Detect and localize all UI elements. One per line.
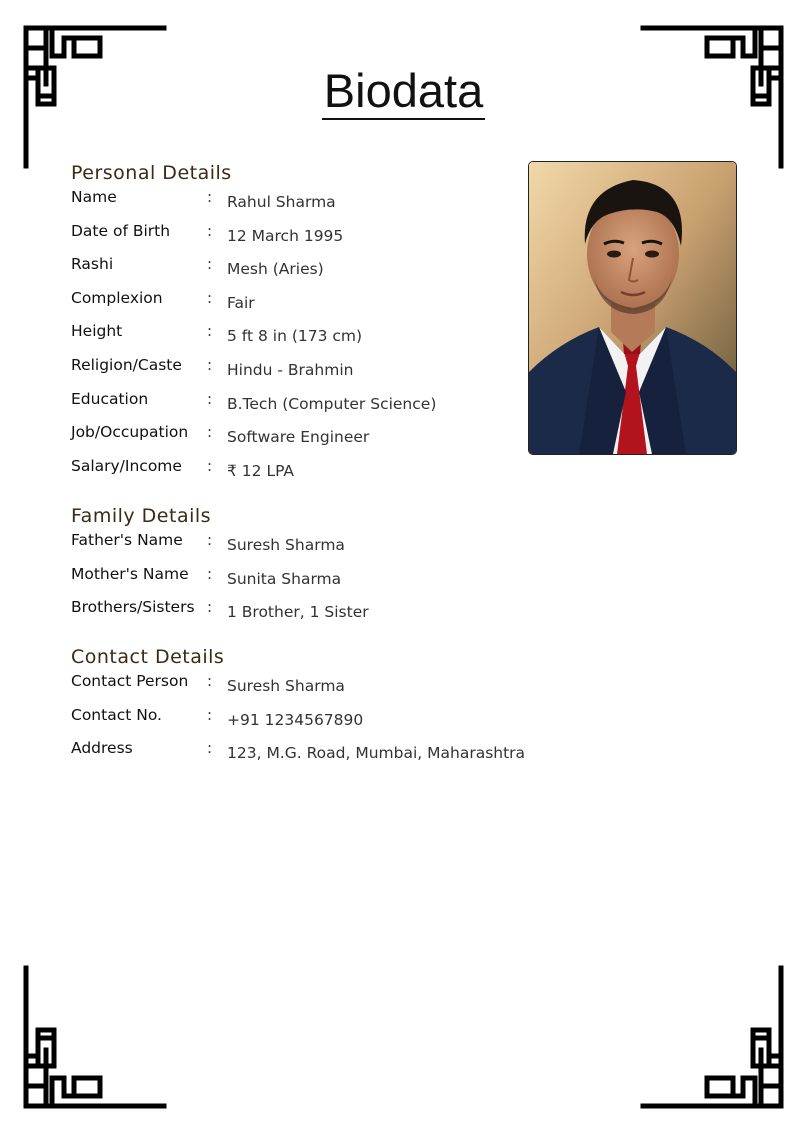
detail-row-religion-caste [71, 356, 531, 390]
detail-value: Mesh (Aries) [227, 260, 324, 279]
detail-label: Religion/Caste [71, 355, 182, 374]
separator: : [207, 255, 213, 274]
separator: : [207, 672, 213, 690]
detail-value: 5 ft 8 in (173 cm) [227, 327, 363, 346]
detail-label: Contact Person [71, 672, 189, 690]
detail-label: Rashi [71, 255, 114, 274]
detail-row-education [71, 390, 531, 424]
separator: : [207, 288, 213, 307]
detail-value: Suresh Sharma [227, 536, 345, 554]
detail-label: Job/Occupation [71, 423, 189, 442]
detail-label: Date of Birth [71, 221, 171, 240]
detail-row-fathers-name [71, 531, 531, 565]
detail-label: Address [71, 739, 133, 758]
detail-label: Complexion [71, 288, 163, 307]
separator: : [207, 531, 213, 549]
corner-ornament-bottom-right [639, 964, 789, 1114]
detail-label: Salary/Income [71, 456, 182, 475]
separator: : [207, 705, 213, 724]
separator: : [207, 355, 213, 374]
family-details-section [71, 503, 531, 632]
corner-ornament-bottom-left [18, 964, 168, 1114]
detail-row-salary-income [71, 457, 531, 491]
detail-label: Education [71, 389, 149, 408]
separator: : [207, 221, 213, 240]
detail-row-contact-no [71, 706, 531, 740]
detail-value: Rahul Sharma [227, 193, 336, 211]
personal-details-section [71, 160, 531, 490]
contact-details-section [71, 644, 531, 773]
detail-value: +91 1234567890 [227, 710, 364, 729]
detail-value: 123, M.G. Road, Mumbai, Maharashtra [227, 744, 526, 763]
detail-row-date-of-birth [71, 222, 531, 256]
section-heading: Contact Details [71, 646, 225, 668]
detail-value: 1 Brother, 1 Sister [227, 603, 369, 622]
detail-label: Brothers/Sisters [71, 598, 195, 617]
detail-row-rashi [71, 255, 531, 289]
detail-row-job-occupation [71, 423, 531, 457]
separator: : [207, 423, 213, 442]
detail-label: Contact No. [71, 705, 162, 724]
detail-value: ₹ 12 LPA [227, 461, 295, 480]
section-heading: Family Details [71, 505, 212, 527]
page-title [0, 64, 807, 120]
detail-value: Software Engineer [227, 428, 370, 447]
detail-value: Suresh Sharma [227, 677, 345, 695]
detail-row-name [71, 188, 531, 222]
separator: : [207, 188, 213, 206]
section-heading: Personal Details [71, 162, 232, 184]
separator: : [207, 389, 213, 408]
detail-label: Father's Name [71, 531, 183, 549]
separator: : [207, 456, 213, 475]
detail-value: Fair [227, 293, 255, 312]
profile-photo [528, 161, 737, 455]
detail-label: Height [71, 322, 123, 341]
detail-value: Sunita Sharma [227, 569, 342, 588]
detail-row-height [71, 322, 531, 356]
detail-value: 12 March 1995 [227, 226, 344, 245]
detail-row-contact-person [71, 672, 531, 706]
detail-row-complexion [71, 289, 531, 323]
separator: : [207, 739, 213, 758]
detail-label: Mother's Name [71, 564, 189, 583]
separator: : [207, 598, 213, 617]
detail-label: Name [71, 188, 117, 206]
separator: : [207, 322, 213, 341]
detail-value: B.Tech (Computer Science) [227, 394, 437, 413]
detail-row-address [71, 739, 531, 773]
detail-value: Hindu - Brahmin [227, 360, 354, 379]
separator: : [207, 564, 213, 583]
detail-row-mothers-name [71, 565, 531, 599]
detail-row-brothers-sisters [71, 598, 531, 632]
page-title-text: Biodata [322, 64, 485, 120]
